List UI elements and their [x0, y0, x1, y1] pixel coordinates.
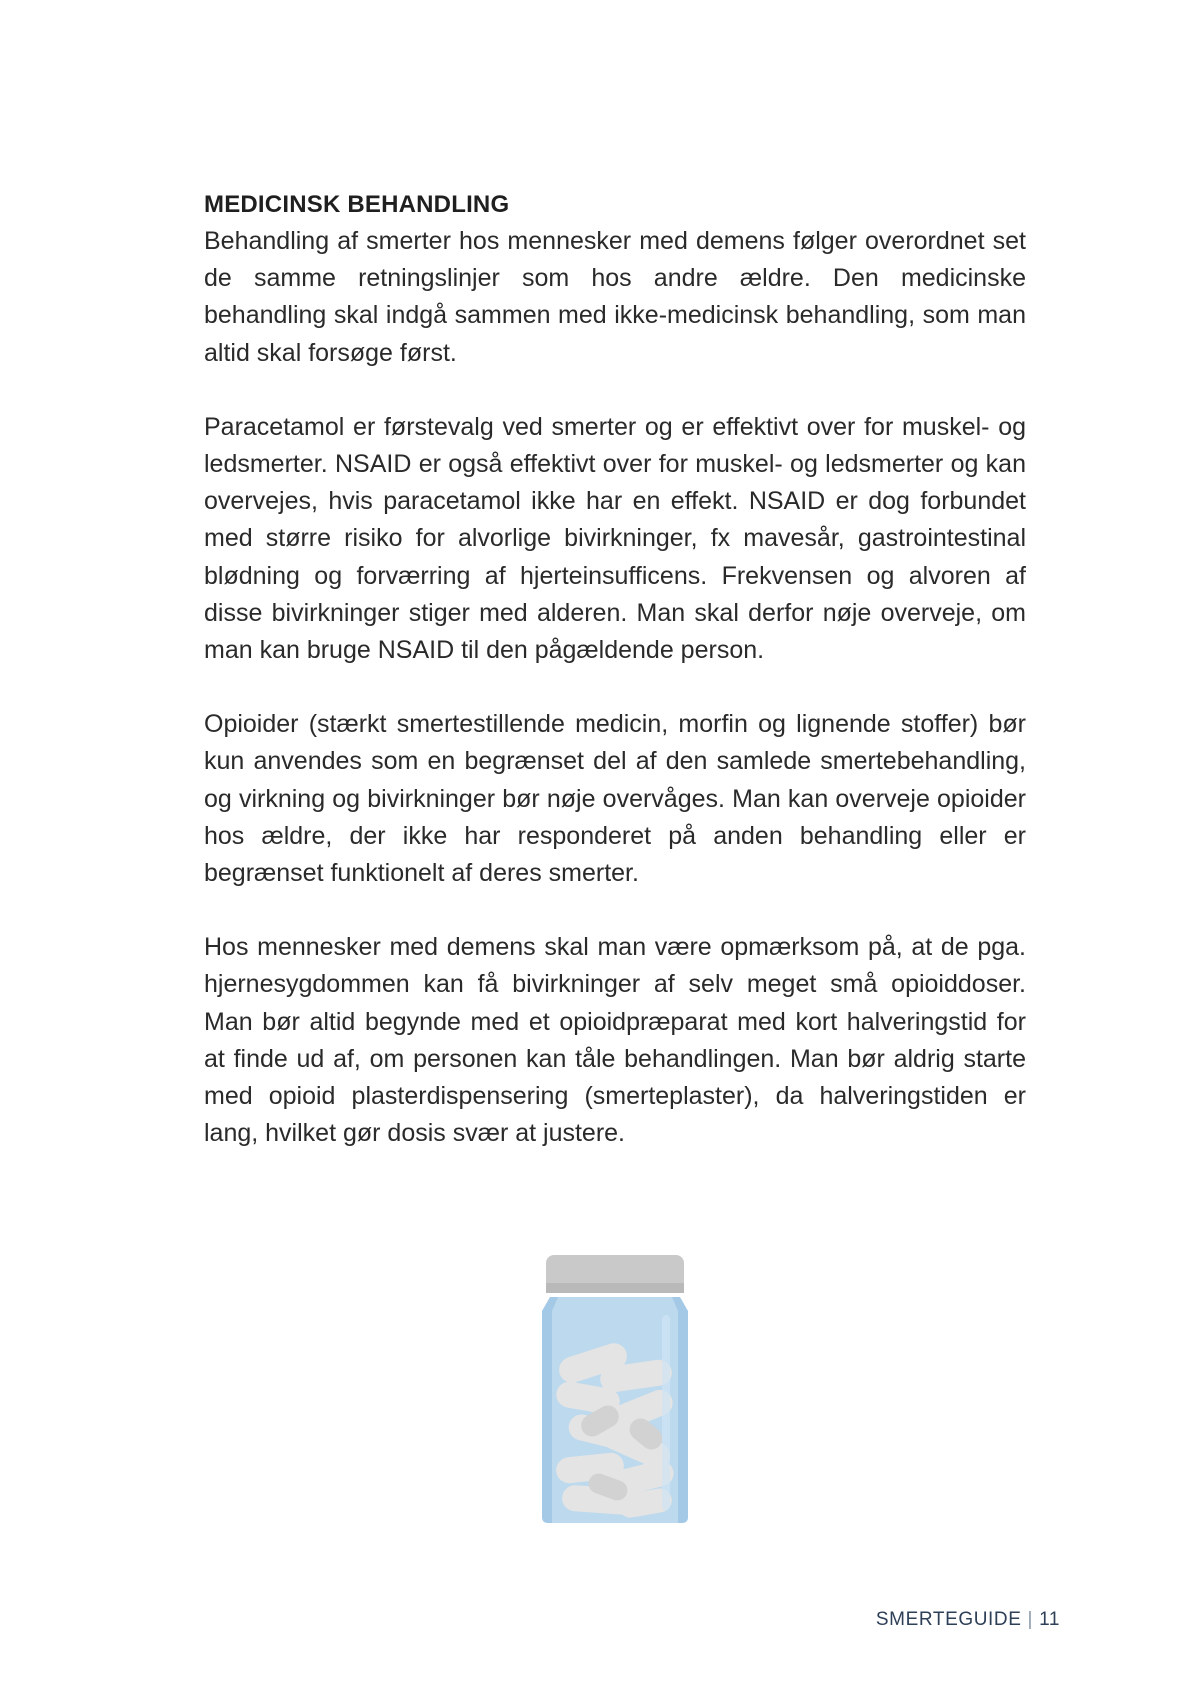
guide-name: SMERTEGUIDE — [875, 1609, 1022, 1630]
paragraph-opioids: Opioider (stærkt smertestillende medicin, morfin og lignende stoffer) bør kun anvendes som en begrænset del af den samlede smertebehandling, og virkning og bivirkninger bør nøje overvåges. Man kan overveje opioider hos ældre, der ikke har responderet på anden behandling eller er begrænset funktionelt af deres smerter. — [204, 710, 1026, 888]
page-number: 11 — [1039, 1609, 1060, 1630]
paragraph-paracetamol: Paracetamol er førstevalg ved smerter og er effektivt over for muskel- og ledsmerter. NSAID er også effektivt over for muskel- og ledsmerter og kan overvejes, hvis paracetamol ikke har en effekt. NSAID er dog forbundet med større risiko for alvorlige bivirkninger, fx mavesår, gastrointestinal blødning og forværring af hjerteinsufficens. Frekvensen og alvoren af disse bivirkninger stiger med alderen. Man skal derfor nøje overveje, om man kan bruge NSAID til den pågældende person. — [204, 412, 1026, 665]
paragraph-intro: Behandling af smerter hos mennesker med demens følger overordnet set de samme retningslinjer som hos andre ældre. Den medicinske behandling skal indgå sammen med ikke-medicinsk behandling, som man altid skal forsøge først. — [204, 227, 1026, 367]
section-heading: MEDICINSK BEHANDLING — [204, 191, 510, 218]
page-footer — [876, 1609, 1060, 1631]
pill-bottle-icon — [540, 1255, 690, 1525]
main-content — [204, 186, 1026, 1189]
paragraph-dementia: Hos mennesker med demens skal man være opmærksom på, at de pga. hjernesygdommen kan få bivirkninger af selv meget små opioiddoser. Man bør altid begynde med et opioidpræparat med kort halveringstid for at finde ud af, om personen kan tåle behandlingen. Man bør aldrig starte med opioid plasterdispensering (smerteplaster), da halveringstiden er lang, hvilket gør dosis svær at justere. — [204, 933, 1026, 1148]
footer-separator: | — [1027, 1609, 1034, 1630]
